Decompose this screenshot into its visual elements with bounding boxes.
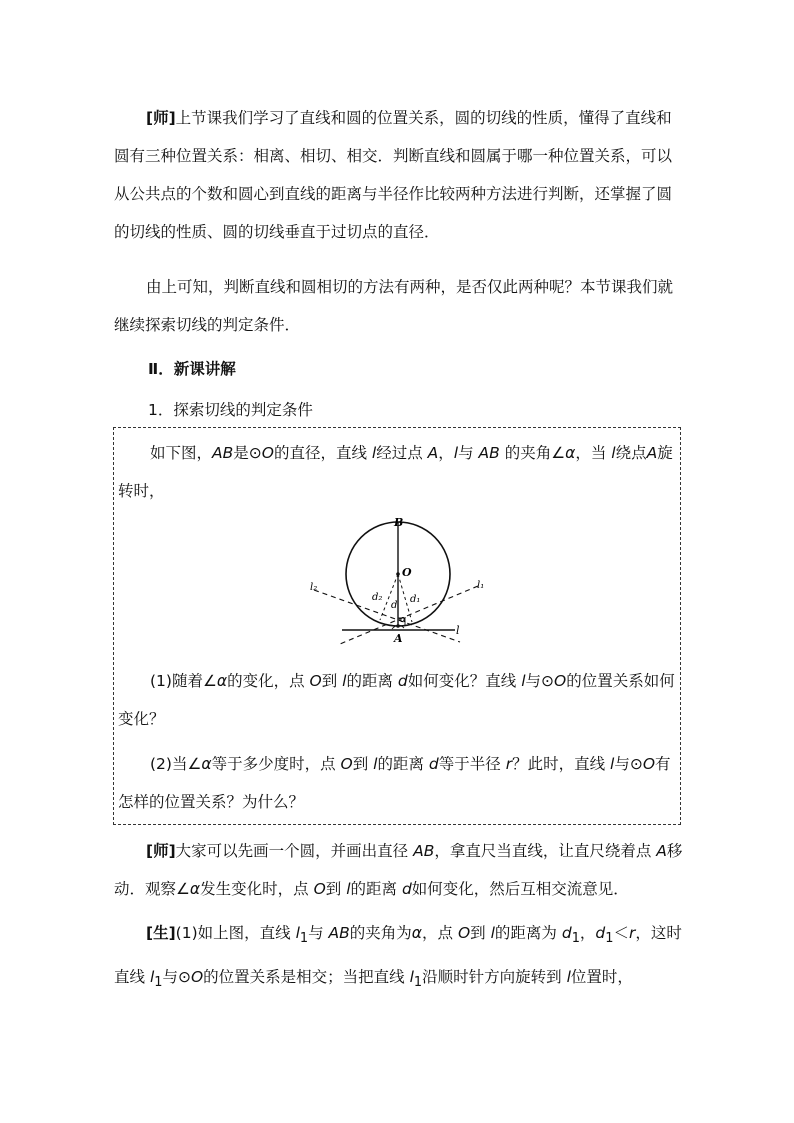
label-o: O xyxy=(402,566,412,579)
label-l: l xyxy=(456,624,460,637)
intro-text: 上节课我们学习了直线和圆的位置关系，圆的切线的性质，懂得了直线和圆有三种位置关系：相离、相切、相交．判断直线和圆属于哪一种位置关系，可以从公共点的个数和圆心到直线的距离与半径作比较两种方法进行判断，还掌握了圆的切线的性质、圆的切线垂直于过切点的直径． xyxy=(114,109,673,241)
label-b: B xyxy=(394,516,404,529)
student-paragraph: [生](1)如上图，直线 $l_1$与 AB的夹角为α，点 O到 l的距离为 $d_1$，$d_1<r$，这时直线 $l_1$与⊙O的位置关系是相交；当把直线 $l_1$沿顺时针方向旋转到 l位置时， xyxy=(114,924,682,991)
teacher-paragraph: [师]大家可以先画一个圆，并画出直径 AB，拿直尺当直线，让直尺绕着点 A移动．观察∠α发生变化时，点 O到 l的距离 d如何变化，然后互相交流意见． xyxy=(114,842,683,898)
question-2: (2)当∠α等于多少度时，点 O到 l的距离 d等于半径 r？此时，直线 l与⊙O有怎样的位置关系？为什么？ xyxy=(118,755,671,811)
tangent-figure xyxy=(300,512,485,652)
box-intro: 如下图，AB是⊙O的直径，直线 l经过点 A，l与 AB 的夹角∠α，当 l绕点A旋转时， xyxy=(118,444,673,500)
perp-d2 xyxy=(380,574,398,620)
speaker-tag: [师] xyxy=(146,109,176,127)
speaker-tag: [师] xyxy=(146,842,176,860)
label-a: A xyxy=(394,632,403,645)
label-l1: l₁ xyxy=(477,580,485,591)
speaker-tag: [生] xyxy=(146,924,176,942)
label-d1: d₁ xyxy=(410,594,421,605)
label-l2: l₂ xyxy=(310,582,318,593)
question-1: (1)随着∠α的变化，点 O到 l的距离 d如何变化？直线 l与⊙O的位置关系如何变化？ xyxy=(118,672,675,728)
subheading: 1．探索切线的判定条件 xyxy=(148,401,313,419)
line-l2 xyxy=(314,590,460,642)
section-heading: Ⅱ．新课讲解 xyxy=(148,360,236,378)
label-d: d xyxy=(391,600,398,611)
label-d2: d₂ xyxy=(372,592,383,603)
intro-paragraph xyxy=(114,99,684,251)
label-alpha: α xyxy=(400,615,407,625)
method-paragraph: 由上可知，判断直线和圆相切的方法有两种，是否仅此两种呢？本节课我们就继续探索切线的判定条件． xyxy=(114,278,674,334)
